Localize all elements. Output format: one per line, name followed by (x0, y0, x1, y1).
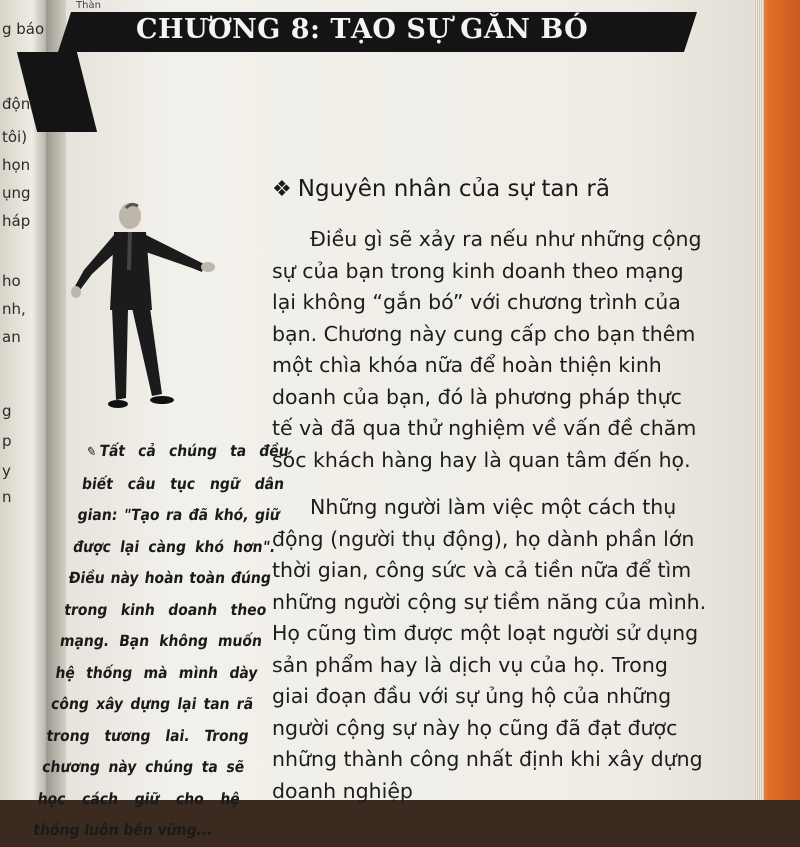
left-page-fragment: nh, (2, 300, 26, 318)
left-page-fragment: tôi) (2, 128, 28, 146)
left-page-fragment: động (2, 95, 40, 113)
paragraph: Những người làm việc một cách thụ động (người thụ động), họ dành phần lớn thời gian, công sức và cả tiền nữa để tìm những người cộng sự tiềm năng của mình. Họ cũng tìm được một loạt người sử dụng sản phẩm hay là dịch vụ của họ. Trong giai đoạn đầu với sự ủng hộ của những người cộng sự này họ cũng đã đạt được những thành công nhất định khi xây dựng doanh nghiệp (272, 495, 707, 803)
left-page-fragment: g (2, 402, 12, 420)
left-page-fragment: n (2, 488, 12, 506)
left-page-fragment: ho (2, 272, 21, 290)
pencil-icon: ✎ (85, 445, 98, 460)
diamond-bullet-icon: ❖ (272, 177, 292, 202)
left-page-fragment: y (2, 462, 11, 480)
left-page-fragment: ụng (2, 184, 31, 202)
section-heading-text: Nguyên nhân của sự tan rã (297, 176, 610, 202)
left-page-fragment: háp (2, 212, 31, 230)
section-heading (272, 176, 610, 202)
left-page-fragment: an (2, 328, 21, 346)
businessman-illustration (66, 190, 226, 415)
chapter-title: CHƯƠNG 8: TẠO SỰ GẮN BÓ (136, 14, 589, 45)
body-text (272, 224, 708, 823)
left-page-fragment: p (2, 432, 12, 450)
left-page-fragment: họn (2, 156, 31, 174)
book-cover-edge (754, 0, 800, 800)
running-header: Thàn (76, 0, 101, 11)
paragraph: Điều gì sẽ xảy ra nếu như những cộng sự của bạn trong kinh doanh theo mạng lại không “gắn bó” với chương trình của bạn. Chương này cung cấp cho bạn thêm một chìa khóa nữa để hoàn thiện kinh doanh của bạn, đó là phương pháp thực tế và đã qua thử nghiệm về vấn đề chăm sóc khách hàng hay là quan tâm đến họ. (272, 227, 702, 472)
quote-text: Tất cả chúng ta đều biết câu tục ngữ dân gian: "Tạo ra đã khó, giữ được lại càng khó hơn". Điều này hoàn toàn đúng trong kinh doanh theo mạng. Bạn không muốn hệ thống mà mình dày công xây dựng lại tan rã trong tương lai. Trong chương này chúng ta sẽ học cách giữ cho hệ thống luôn bền vững... (32, 442, 291, 839)
left-page-fragment: g báo (2, 20, 45, 38)
